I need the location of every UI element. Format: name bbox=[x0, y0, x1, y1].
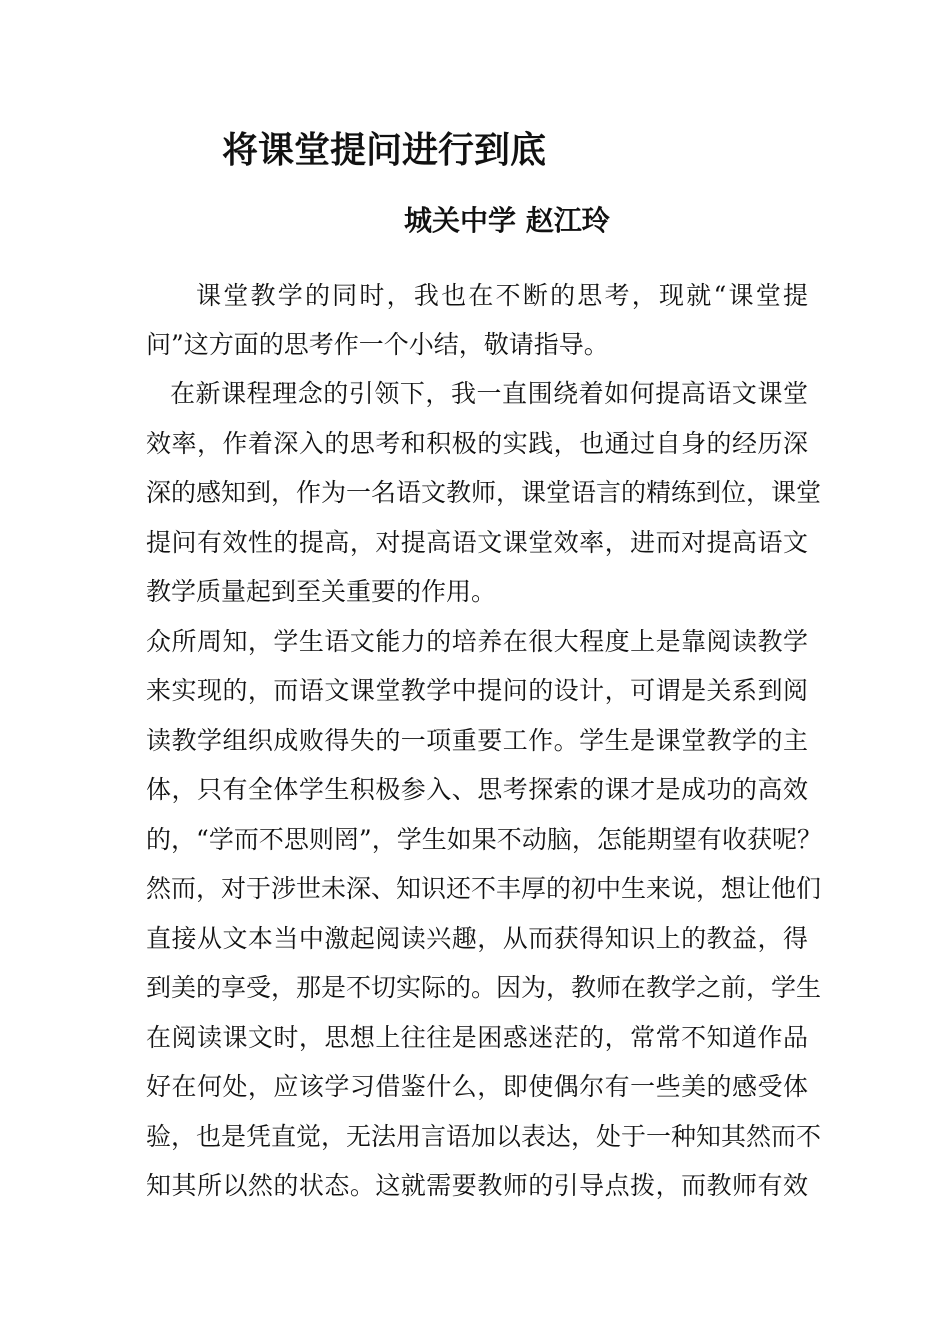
body-line: 来实现的，而语文课堂教学中提问的设计，可谓是关系到阅 bbox=[146, 676, 808, 705]
body-line: 在阅读课文时，思想上往往是困惑迷茫的，常常不知道作品 bbox=[146, 1023, 808, 1052]
body-line: 读教学组织成败得失的一项重要工作。学生是课堂教学的主 bbox=[146, 726, 808, 755]
document-title: 将课堂提问进行到底 bbox=[222, 129, 547, 171]
body-line: 验，也是凭直觉，无法用言语加以表达，处于一种知其然而不 bbox=[146, 1122, 822, 1151]
author-line: 城关中学 赵江玲 bbox=[404, 204, 610, 237]
body-line: 到美的享受，那是不切实际的。因为，教师在教学之前，学生 bbox=[146, 973, 822, 1002]
body-line: 课堂教学的同时，我也在不断的思考，现就“课堂提 bbox=[196, 281, 808, 310]
body-line: 教学质量起到至关重要的作用。 bbox=[146, 577, 497, 606]
body-line: 直接从文本当中激起阅读兴趣，从而获得知识上的教益，得 bbox=[146, 924, 808, 953]
body-line: 好在何处，应该学习借鉴什么，即使偶尔有一些美的感受体 bbox=[146, 1072, 808, 1101]
body-line: 众所周知，学生语文能力的培养在很大程度上是靠阅读教学 bbox=[146, 627, 808, 656]
body-line: 知其所以然的状态。这就需要教师的引导点拨，而教师有效 bbox=[146, 1171, 808, 1200]
body-line: 体，只有全体学生积极参入、思考探索的课才是成功的高效 bbox=[146, 775, 808, 804]
body-line: 提问有效性的提高，对提高语文课堂效率，进而对提高语文 bbox=[146, 528, 808, 557]
body-line: 然而，对于涉世未深、知识还不丰厚的初中生来说，想让他们 bbox=[146, 874, 822, 903]
body-line: 深的感知到，作为一名语文教师，课堂语言的精练到位，课堂 bbox=[146, 478, 822, 507]
body-line: 效率，作着深入的思考和积极的实践，也通过自身的经历深 bbox=[146, 429, 808, 458]
body-line: 的，“学而不思则罔”，学生如果不动脑，怎能期望有收获呢？ bbox=[146, 825, 822, 854]
body-line: 问”这方面的思考作一个小结，敬请指导。 bbox=[146, 330, 609, 359]
body-line: 在新课程理念的引领下，我一直围绕着如何提高语文课堂 bbox=[170, 379, 808, 408]
